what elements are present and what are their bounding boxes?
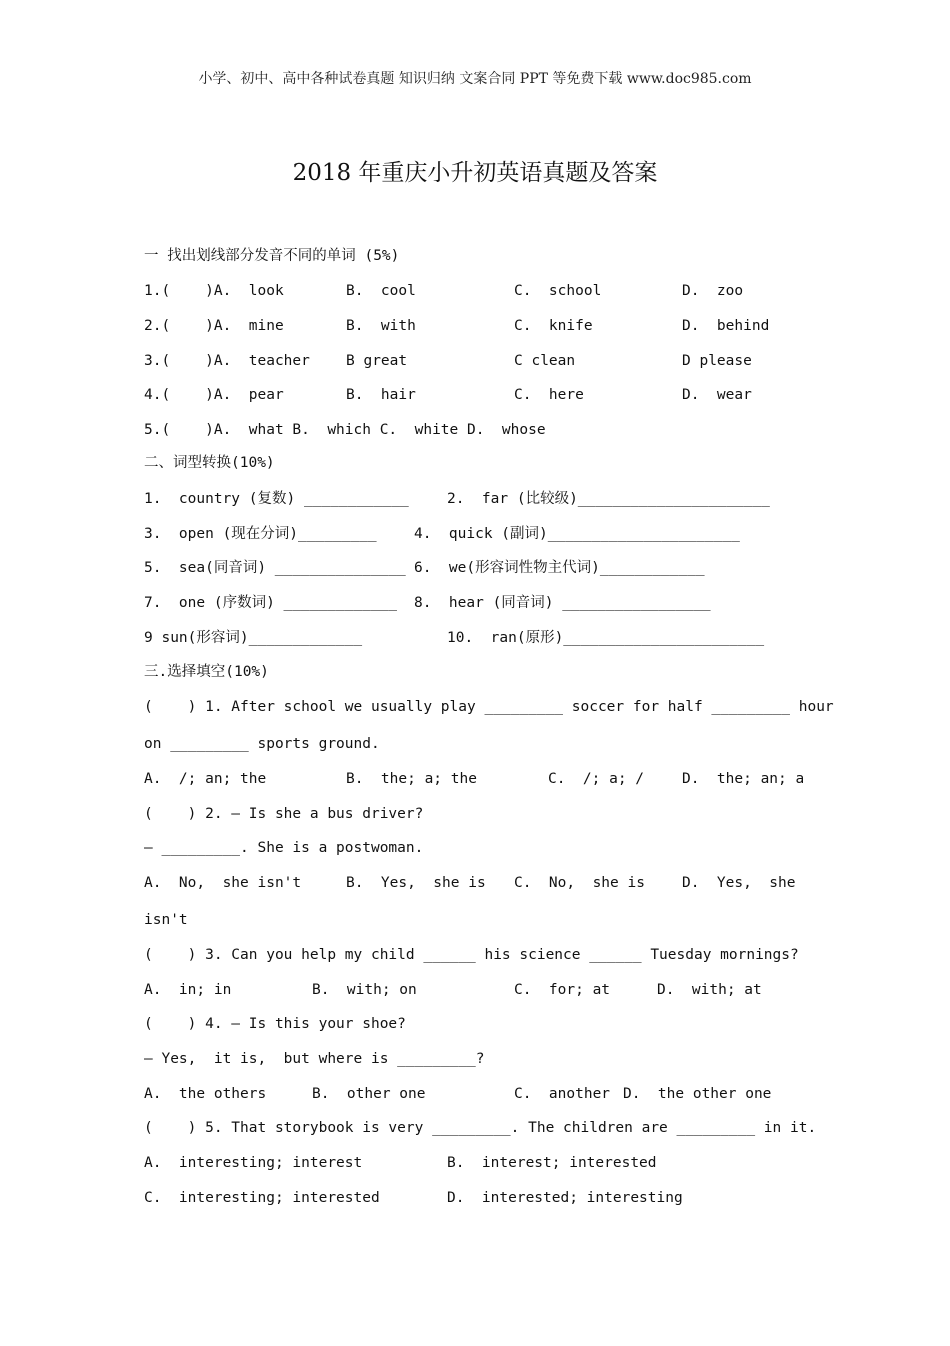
options-row (144, 979, 804, 1001)
choice-c: C. No, she is (514, 875, 645, 891)
options-row (144, 1187, 804, 1209)
conversion-row (144, 523, 804, 545)
section1-heading: 一 找出划线部分发音不同的单词 (5%) (144, 248, 400, 264)
options-row (144, 872, 804, 894)
question-option-a: 4.( )A. pear (144, 387, 284, 403)
choice-d: D. interested; interesting (447, 1190, 683, 1206)
section3-heading: 三.选择填空(10%) (144, 664, 269, 680)
choice-d: D. the other one (623, 1086, 772, 1102)
choice-d: D. with; at (657, 982, 762, 998)
question-option-d: D. behind (682, 318, 770, 334)
choice-a: A. in; in (144, 982, 232, 998)
options-continued: isn't (144, 912, 188, 928)
question-option-b: B. with (346, 318, 416, 334)
question-row (144, 280, 804, 302)
question-stem: on _________ sports ground. (144, 736, 380, 752)
site-header: 小学、初中、高中各种试卷真题 知识归纳 文案合同 PPT 等免费下载 www.doc985.com (198, 71, 752, 87)
question-stem: ( ) 5. That storybook is very _________. The children are _________ in it. (144, 1120, 817, 1136)
question-option-d: D. zoo (682, 283, 744, 299)
choice-a: A. interesting; interest (144, 1155, 363, 1171)
question-row (144, 350, 804, 372)
choice-d: D. the; an; a (682, 771, 805, 787)
conversion-right: 2. far (比较级)______________________ (447, 491, 770, 507)
page-title: 2018 年重庆小升初英语真题及答案 (292, 160, 658, 186)
choice-c: C. for; at (514, 982, 611, 998)
choice-b: B. the; a; the (346, 771, 477, 787)
conversion-right: 10. ran(原形)_______________________ (447, 630, 765, 646)
options-row (144, 1152, 804, 1174)
question-option-c: C. knife (514, 318, 593, 334)
question-option-d: D please (682, 353, 752, 369)
conversion-left: 7. one (序数词) _____________ (144, 595, 398, 611)
question-option-d: D. wear (682, 387, 752, 403)
choice-b: B. other one (312, 1086, 426, 1102)
question-stem: ( ) 1. After school we usually play _________ soccer for half _________ hour (144, 699, 834, 715)
conversion-row (144, 557, 804, 579)
section2-heading: 二、词型转换(10%) (144, 455, 275, 471)
question-option-c: C. here (514, 387, 584, 403)
question-option-a: 2.( )A. mine (144, 318, 284, 334)
conversion-left: 5. sea(同音词) _______________ (144, 560, 406, 576)
question-option-b: B. hair (346, 387, 416, 403)
question-option-a: 1.( )A. look (144, 283, 284, 299)
conversion-row (144, 488, 804, 510)
question-option-c: C. school (514, 283, 602, 299)
conversion-right: 8. hear (同音词) _________________ (414, 595, 711, 611)
conversion-right: 6. we(形容词性物主代词)____________ (414, 560, 705, 576)
question-option-c: C clean (514, 353, 576, 369)
conversion-row (144, 592, 804, 614)
question-stem: — Yes, it is, but where is _________? (144, 1051, 485, 1067)
options-row (144, 768, 804, 790)
choice-a: A. the others (144, 1086, 267, 1102)
question-stem: ( ) 3. Can you help my child ______ his science ______ Tuesday mornings? (144, 947, 799, 963)
choice-c: C. interesting; interested (144, 1190, 380, 1206)
conversion-left: 1. country (复数) ____________ (144, 491, 409, 507)
choice-d: D. Yes, she (682, 875, 796, 891)
question-option-a: 3.( )A. teacher (144, 353, 310, 369)
question-row (144, 315, 804, 337)
question-row (144, 384, 804, 406)
choice-b: B. interest; interested (447, 1155, 657, 1171)
question-stem: — _________. She is a postwoman. (144, 840, 424, 856)
conversion-left: 3. open (现在分词)_________ (144, 526, 377, 542)
choice-a: A. No, she isn't (144, 875, 302, 891)
conversion-left: 9 sun(形容词)_____________ (144, 630, 363, 646)
choice-c: C. /; a; / (548, 771, 645, 787)
options-row (144, 1083, 804, 1105)
choice-b: B. Yes, she is (346, 875, 486, 891)
choice-b: B. with; on (312, 982, 417, 998)
conversion-right: 4. quick (副词)______________________ (414, 526, 740, 542)
question-stem: ( ) 4. — Is this your shoe? (144, 1016, 406, 1032)
question-row: 5.( )A. what B. which C. white D. whose (144, 422, 546, 438)
question-stem: ( ) 2. — Is she a bus driver? (144, 806, 424, 822)
conversion-row (144, 627, 804, 649)
question-option-b: B great (346, 353, 408, 369)
choice-a: A. /; an; the (144, 771, 267, 787)
choice-c: C. another (514, 1086, 611, 1102)
question-option-b: B. cool (346, 283, 416, 299)
